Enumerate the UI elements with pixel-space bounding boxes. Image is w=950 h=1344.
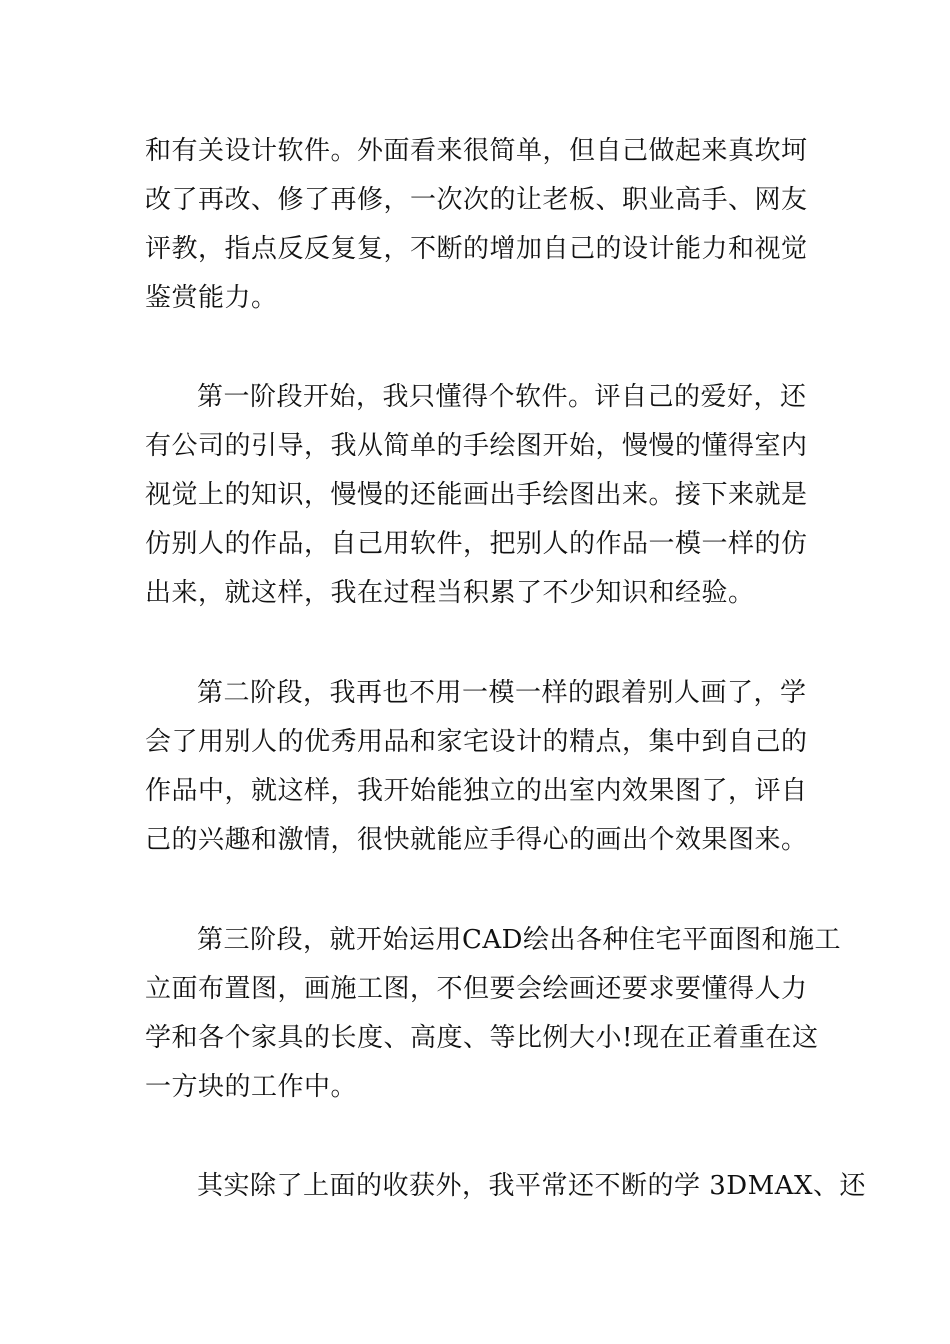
text-line-11: 会了用别人的优秀用品和家宅设计的精点，集中到自己的 xyxy=(145,727,808,757)
text-line-2: 改了再改、修了再修，一次次的让老板、职业高手、网友 xyxy=(145,185,808,215)
text-line-13: 己的兴趣和激情，很快就能应手得心的画出个效果图来。 xyxy=(145,825,808,855)
text-line-9: 出来，就这样，我在过程当积累了不少知识和经验。 xyxy=(145,578,755,608)
text-line-7: 视觉上的知识，慢慢的还能画出手绘图出来。接下来就是 xyxy=(145,480,808,510)
text-line-17: 一方块的工作中。 xyxy=(145,1072,358,1102)
text-line-1: 和有关设计软件。外面看来很简单，但自己做起来真坎坷 xyxy=(145,136,808,166)
text-line-15: 立面布置图，画施工图，不但要会绘画还要求要懂得人力 xyxy=(145,974,808,1004)
text-line-14: 第三阶段，就开始运用CAD绘出各种住宅平面图和施工 xyxy=(197,925,842,955)
text-line-12: 作品中，就这样，我开始能独立的出室内效果图了，评自 xyxy=(145,776,808,806)
text-line-6: 有公司的引导，我从简单的手绘图开始，慢慢的懂得室内 xyxy=(145,431,808,461)
text-line-18: 其实除了上面的收获外，我平常还不断的学 3DMAX、还 xyxy=(197,1171,867,1201)
text-line-10: 第二阶段，我再也不用一模一样的跟着别人画了，学 xyxy=(197,678,807,708)
text-line-5: 第一阶段开始，我只懂得个软件。评自己的爱好，还 xyxy=(197,382,807,412)
text-line-16: 学和各个家具的长度、高度、等比例大小!现在正着重在这 xyxy=(145,1023,819,1053)
text-line-3: 评教，指点反反复复，不断的增加自己的设计能力和视觉 xyxy=(145,234,808,264)
text-line-8: 仿别人的作品，自己用软件，把别人的作品一模一样的仿 xyxy=(145,529,808,559)
text-line-4: 鉴赏能力。 xyxy=(145,283,278,313)
